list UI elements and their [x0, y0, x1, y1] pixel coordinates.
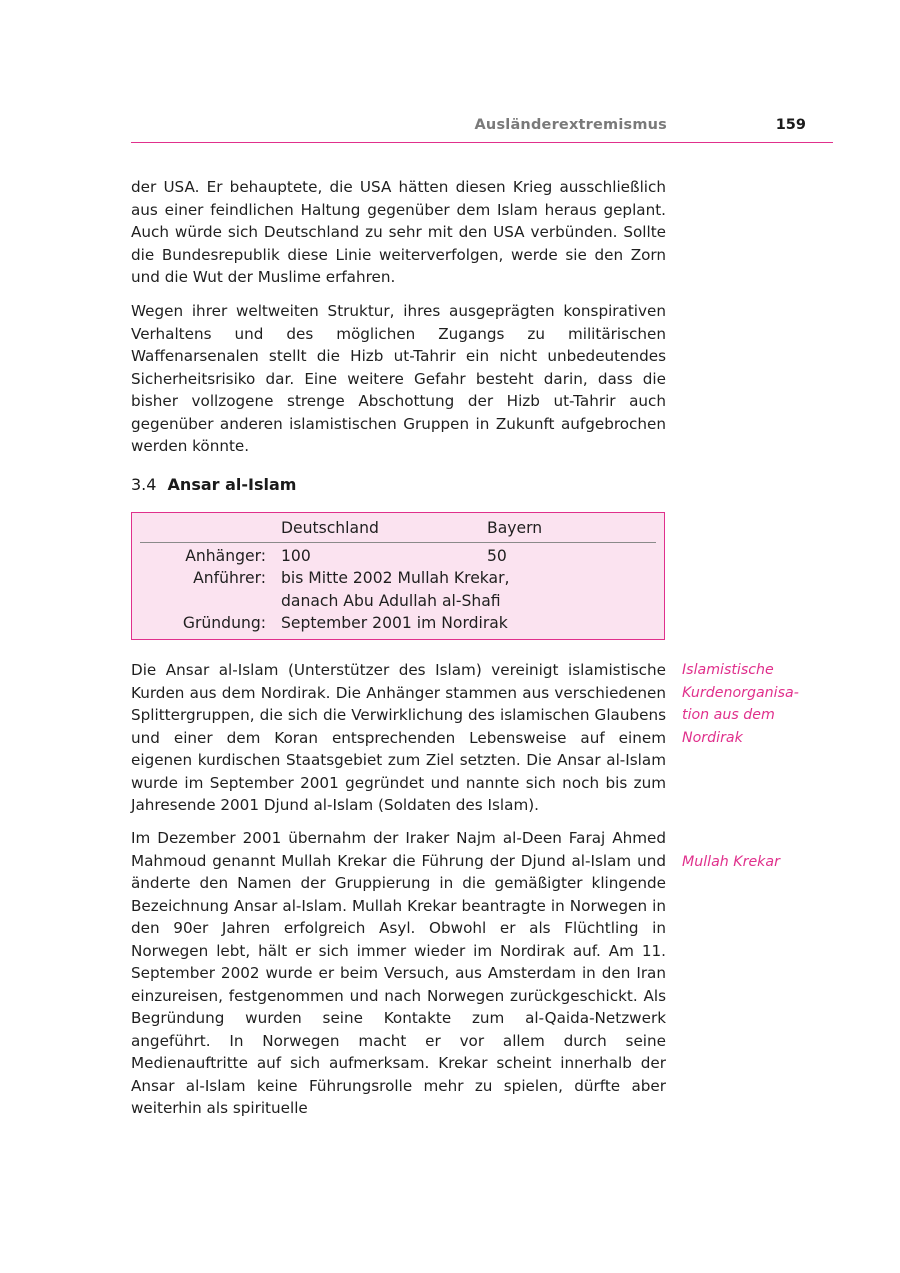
paragraph-4: [131, 827, 666, 1120]
margin-note-line: Islamistische: [682, 662, 774, 678]
column-header-bayern: Bayern: [487, 519, 543, 537]
page-header: [131, 117, 833, 143]
paragraph-text: Im Dezember 2001 übernahm der Iraker Najm al-Deen Faraj Ahmed Mahmoud genannt Mullah Krekar die Führung der Djund al-Islam und änderte den Namen der Gruppierung in die gemäßigter klingende Bezeichnung Ansar al-Islam. Mullah Krekar beantragte in Norwegen in den 90er Jahren erfolgreich Asyl. Obwohl er als Flüchtling in Norwegen lebt, hält er sich immer wieder im Nordirak auf. Am 11. September 2002 wurde er beim Versuch, aus Amsterdam in den Iran einzureisen, festgenommen und nach Norwegen zurückgeschickt. Als Begründung wurden seine Kontakte zum al-Qaida-Netzwerk angeführt. In Norwegen macht er vor allem durch seine Medienauftritte auf sich aufmerksam. Krekar scheint innerhalb der Ansar al-Islam keine Führungsrolle mehr zu spielen, dürfte aber weiterhin als spirituelle: [131, 829, 666, 1117]
paragraph-2: [131, 300, 666, 458]
section-number: 3.4: [131, 475, 157, 494]
header-rule: [140, 542, 656, 543]
margin-note-line: tion aus dem: [682, 707, 775, 723]
paragraph-1: [131, 176, 666, 289]
margin-note-mullah-krekar: [682, 851, 822, 874]
value-gruendung: September 2001 im Nordirak: [281, 614, 508, 632]
label-anhaenger: Anhänger:: [185, 547, 266, 565]
value-anhaenger-deutschland: 100: [281, 547, 311, 565]
paragraph-3: [131, 659, 666, 817]
margin-note-line: Nordirak: [682, 729, 743, 746]
margin-note-line: Mullah Krekar: [682, 854, 780, 870]
info-box: [131, 512, 665, 640]
page-number: 159: [775, 117, 806, 133]
value-anhaenger-bayern: 50: [487, 547, 507, 565]
value-anfuehrer-line-2: danach Abu Adullah al-Shafi: [281, 592, 501, 610]
section-heading: [131, 475, 296, 494]
column-header-deutschland: Deutschland: [281, 519, 379, 537]
label-anfuehrer: Anführer:: [193, 569, 266, 587]
paragraph-text: Die Ansar al-Islam (Unterstützer des Islam) vereinigt islamistische Kurden aus dem Nordirak. Die Anhänger stammen aus verschiedenen Splittergruppen, die sich die Verwirklichung des islamischen Glaubens und einer dem Koran entsprechenden Lebensweise auf einem eigenen kurdischen Staatsgebiet zum Ziel setzten. Die Ansar al-Islam wurde im September 2001 gegründet und nannte sich noch bis zum Jahresende 2001 Djund al-Islam (Soldaten des Islam).: [131, 661, 666, 814]
paragraph-text: der USA. Er behauptete, die USA hätten diesen Krieg ausschließlich aus einer feindlichen Haltung gegenüber dem Islam heraus geplant. Auch würde sich Deutschland zu sehr mit den USA verbünden. Sollte die Bundesrepublik diese Linie weiterverfolgen, werde sie den Zorn und die Wut der Muslime erfahren.: [131, 178, 666, 286]
label-gruendung: Gründung:: [182, 614, 266, 632]
margin-note-line: Kurdenorganisa-: [682, 684, 799, 701]
value-anfuehrer-line-1: bis Mitte 2002 Mullah Krekar,: [281, 569, 510, 587]
running-title: Ausländerextremismus: [474, 117, 667, 133]
section-title: Ansar al-Islam: [167, 475, 297, 494]
paragraph-text: Wegen ihrer weltweiten Struktur, ihres ausgeprägten konspirativen Verhaltens und des möglichen Zugangs zu militärischen Waffenarsenalen stellt die Hizb ut-Tahrir ein nicht unbedeutendes Sicherheitsrisiko dar. Eine weitere Gefahr besteht darin, dass die bisher vollzogene strenge Abschottung der Hizb ut-Tahrir auch gegenüber anderen islamistischen Gruppen in Zukunft aufgebrochen werden könnte.: [131, 302, 666, 455]
margin-note-kurdenorganisation: [682, 659, 822, 749]
